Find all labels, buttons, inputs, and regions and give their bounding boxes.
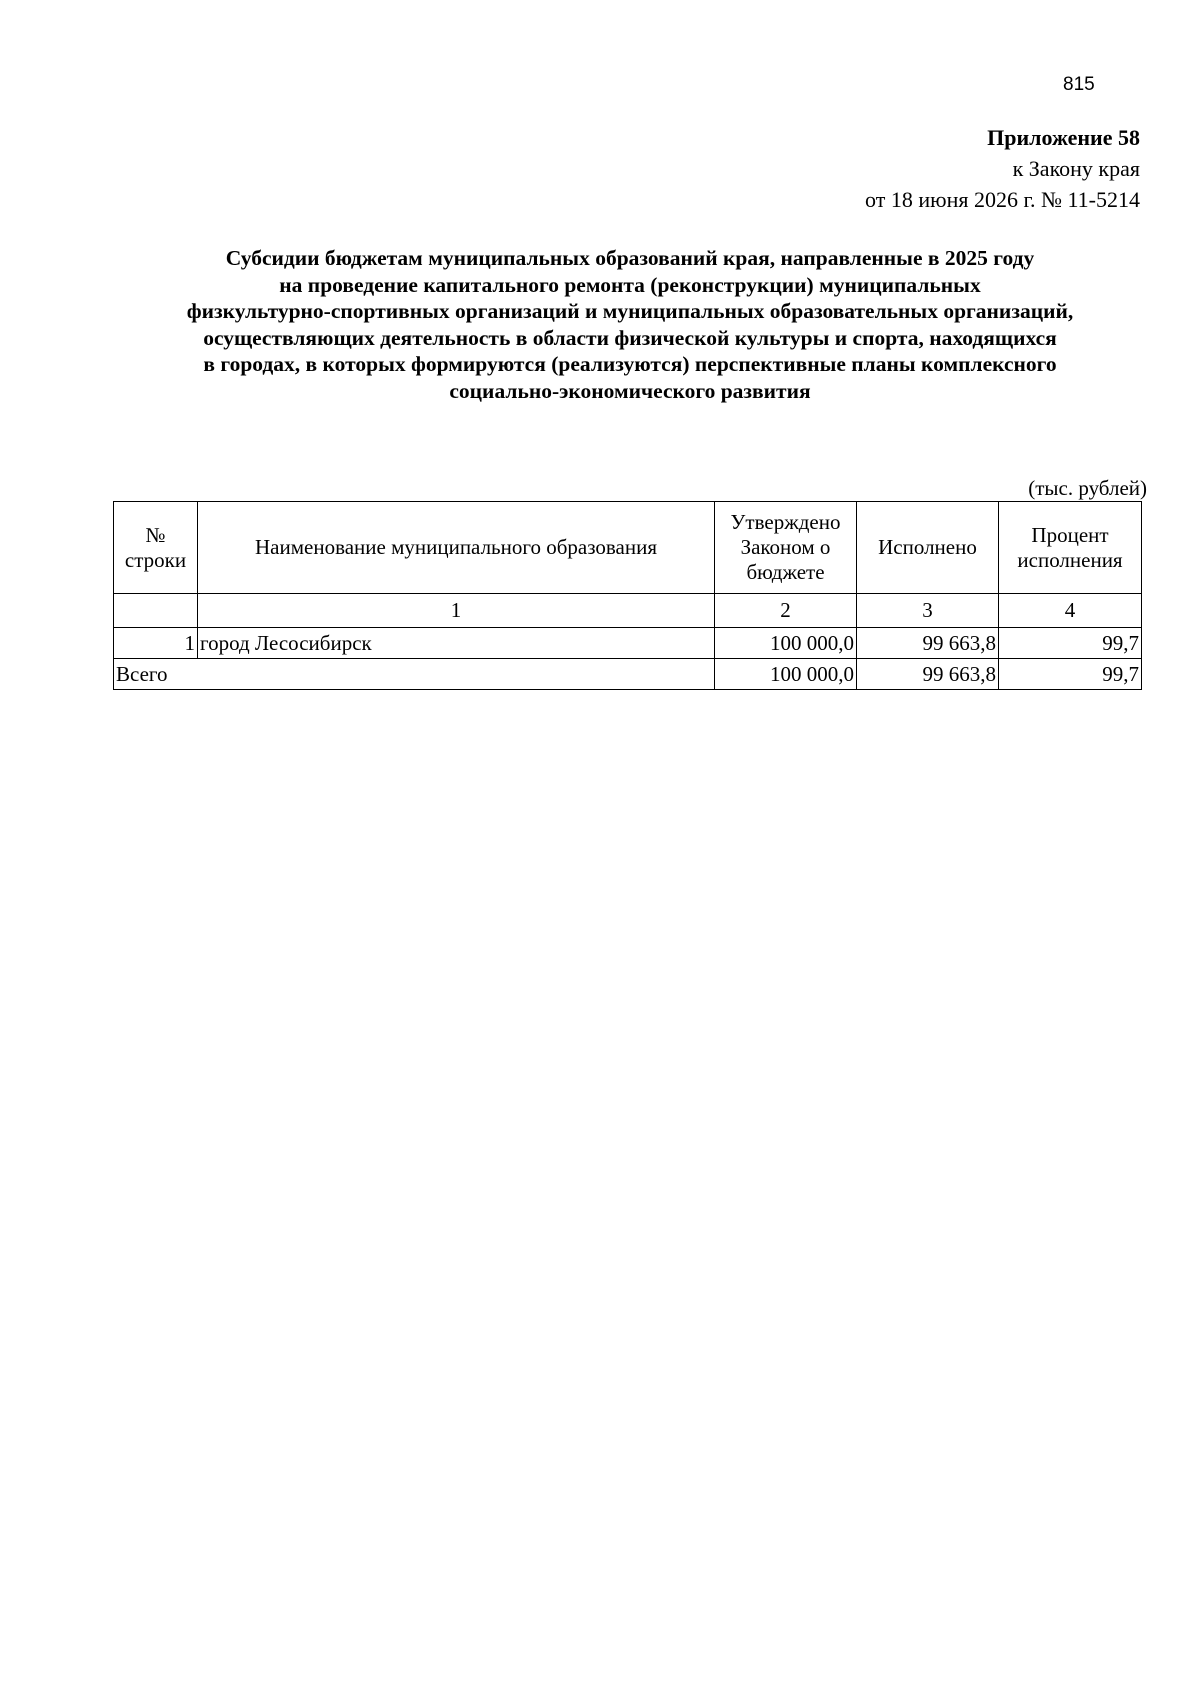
percent-cell: 99,7 <box>999 628 1142 659</box>
header-executed: Исполнено <box>857 502 999 594</box>
appendix-title: Приложение 58 <box>987 125 1140 150</box>
appendix-law-date: от 18 июня 2026 г. № 11-5214 <box>865 187 1140 212</box>
title-line: физкультурно-спортивных организаций и муниципальных образовательных организаций, <box>186 299 1074 323</box>
column-index-cell: 2 <box>715 594 857 628</box>
executed-cell: 99 663,8 <box>857 628 999 659</box>
units-label: (тыс. рублей) <box>1028 476 1147 500</box>
document-title <box>0 245 1200 404</box>
title-line: осуществляющих деятельность в области физической культуры и спорта, находящихся <box>203 325 1057 350</box>
column-index-cell: 1 <box>198 594 715 628</box>
municipality-name-cell: город Лесосибирск <box>198 628 715 659</box>
column-index-row <box>114 594 1142 628</box>
total-executed-cell: 99 663,8 <box>857 659 999 690</box>
total-approved-cell: 100 000,0 <box>715 659 857 690</box>
header-percent: Процент исполнения <box>999 502 1142 594</box>
total-row <box>114 659 1142 690</box>
title-line: Субсидии бюджетам муниципальных образований края, направленные в 2025 году <box>225 246 1035 270</box>
appendix-law-ref: к Закону края <box>1012 156 1140 181</box>
row-number-cell: 1 <box>114 628 198 659</box>
column-index-cell: 4 <box>999 594 1142 628</box>
appendix-block <box>865 122 1140 215</box>
total-label-cell: Всего <box>114 659 715 690</box>
header-municipality-name: Наименование муниципального образования <box>198 502 715 594</box>
header-approved: Утверждено Законом о бюджете <box>715 502 857 594</box>
table-row <box>114 628 1142 659</box>
title-line: социально-экономического развития <box>449 378 811 403</box>
title-line: в городах, в которых формируются (реализуются) перспективные планы комплексного <box>203 352 1057 376</box>
total-percent-cell: 99,7 <box>999 659 1142 690</box>
subsidy-table <box>113 501 1142 690</box>
header-row-number: № строки <box>114 502 198 594</box>
approved-cell: 100 000,0 <box>715 628 857 659</box>
title-line: на проведение капитального ремонта (реконструкции) муниципальных <box>279 272 981 297</box>
column-index-cell <box>114 594 198 628</box>
table-header-row <box>114 502 1142 594</box>
page-number: 815 <box>1063 74 1095 95</box>
column-index-cell: 3 <box>857 594 999 628</box>
